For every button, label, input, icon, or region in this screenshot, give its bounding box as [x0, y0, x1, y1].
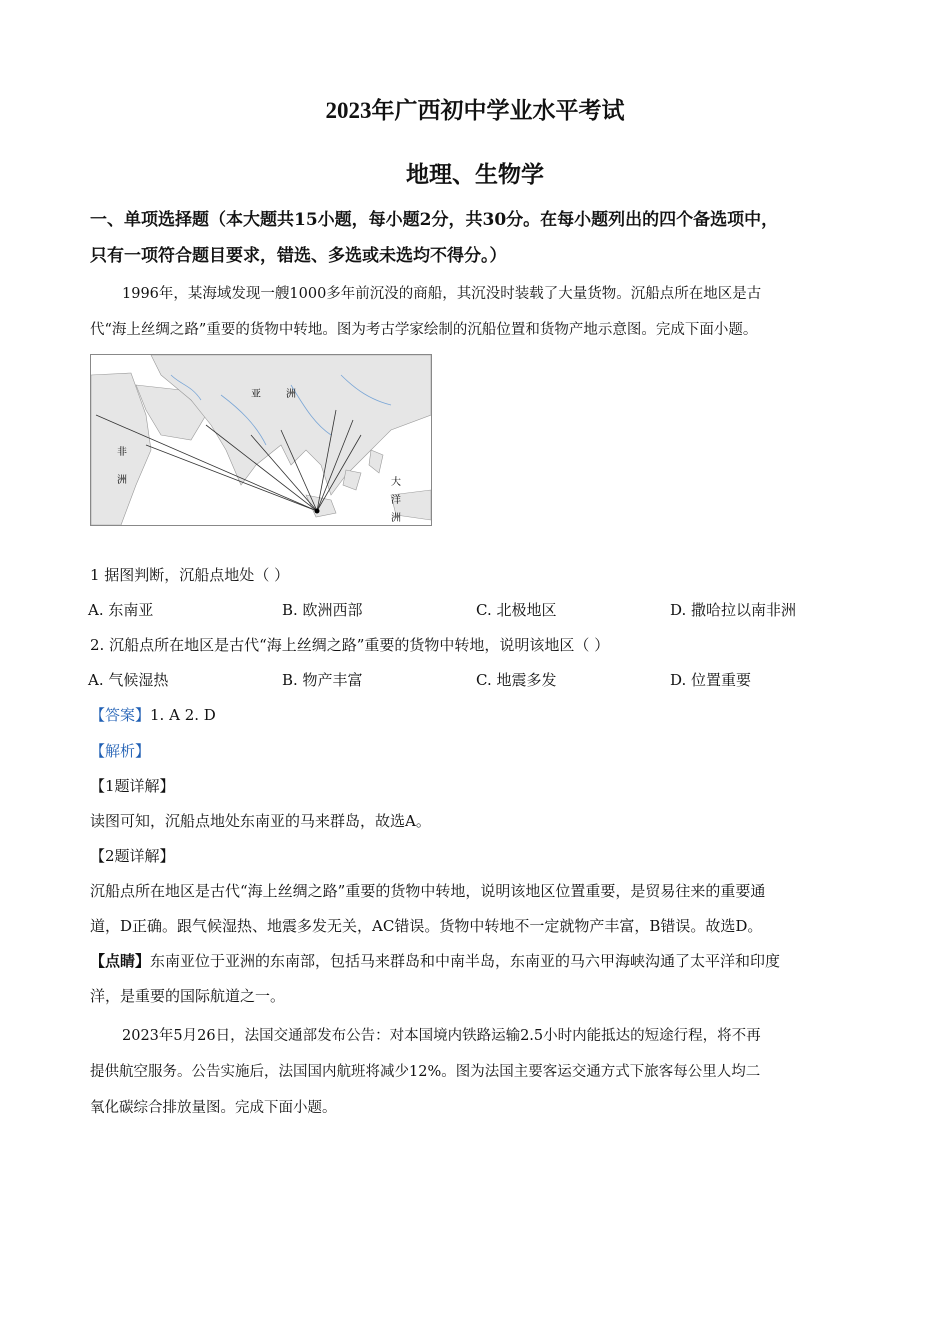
point-text-1: 东南亚位于亚洲的东南部，包括马来群岛和中南半岛，东南亚的马六甲海峡沟通了太平洋和印度	[150, 952, 781, 970]
point-line2: 洋，是重要的国际航道之一。	[90, 987, 286, 1005]
page-title: 2023年广西初中学业水平考试	[325, 98, 625, 123]
detail-2-tag: 【2题详解】	[90, 847, 175, 865]
detail-1-text: 读图可知，沉船点地处东南亚的马来群岛，故选A。	[90, 812, 431, 830]
section-heading-line2: 只有一项符合题目要求，错选、多选或未选均不得分。）	[90, 246, 507, 266]
shipwreck-point	[315, 509, 320, 514]
q1-option-b: B. 欧洲西部	[282, 601, 363, 619]
question-2-stem: 2. 沉船点所在地区是古代“海上丝绸之路”重要的货物中转地，说明该地区（ ）	[90, 636, 610, 654]
answer-tag: 【答案】	[90, 706, 151, 724]
answer-line	[90, 704, 216, 725]
shipwreck-map	[90, 354, 432, 526]
map-label-oceania-1: 大	[391, 477, 401, 488]
q2-option-b: B. 物产丰富	[282, 671, 363, 689]
section-heading-line1: 一、单项选择题（本大题共15小题，每小题2分，共30分。在每小题列出的四个备选项中，	[90, 210, 779, 230]
question-1-stem: 1 据图判断，沉船点地处（ ）	[90, 566, 290, 584]
detail-2-line1: 沉船点所在地区是古代“海上丝绸之路”重要的货物中转地，说明该地区位置重要，是贸易往来的重要通	[90, 882, 766, 900]
detail-2-line2: 道，D正确。跟气候湿热、地震多发无关，AC错误。货物中转地不一定就物产丰富，B错误。故选D。	[90, 917, 763, 935]
analysis-tag: 【解析】	[90, 742, 151, 760]
map-label-asia-2: 洲	[286, 389, 296, 400]
map-label-africa-1: 非	[117, 447, 127, 458]
point-line1	[90, 950, 780, 971]
q1-option-c: C. 北极地区	[476, 601, 557, 619]
q1-option-d: D. 撒哈拉以南非洲	[670, 601, 797, 619]
point-tag: 【点睛】	[90, 952, 151, 970]
section-heading	[90, 202, 880, 274]
map-label-africa-2: 洲	[117, 475, 127, 486]
passage-1	[90, 276, 870, 348]
map-label-asia-1: 亚	[251, 389, 261, 400]
passage-1-line2: 代“海上丝绸之路”重要的货物中转地。图为考古学家绘制的沉船位置和货物产地示意图。完成下面小题。	[90, 322, 758, 338]
passage-2-line1: 2023年5月26日，法国交通部发布公告：对本国境内铁路运输2.5小时内能抵达的短途行程，将不再	[122, 1028, 761, 1044]
q2-option-c: C. 地震多发	[476, 671, 557, 689]
q2-option-d: D. 位置重要	[670, 671, 752, 689]
q1-option-a: A. 东南亚	[88, 601, 154, 619]
passage-2	[90, 1018, 870, 1126]
q2-option-a: A. 气候湿热	[88, 671, 169, 689]
passage-2-line3: 氧化碳综合排放量图。完成下面小题。	[90, 1100, 337, 1116]
passage-1-line1: 1996年，某海域发现一艘1000多年前沉没的商船，其沉没时装载了大量货物。沉船点所在地区是古	[122, 286, 762, 302]
detail-1-tag: 【1题详解】	[90, 777, 175, 795]
answer-text: 1. A 2. D	[150, 706, 216, 724]
map-label-oceania-3: 洲	[391, 513, 401, 524]
passage-2-line2: 提供航空服务。公告实施后，法国国内航班将减少12%。图为法国主要客运交通方式下旅客每公里人均二	[90, 1064, 761, 1080]
page-subtitle: 地理、生物学	[406, 162, 544, 187]
map-label-oceania-2: 洋	[391, 495, 401, 506]
